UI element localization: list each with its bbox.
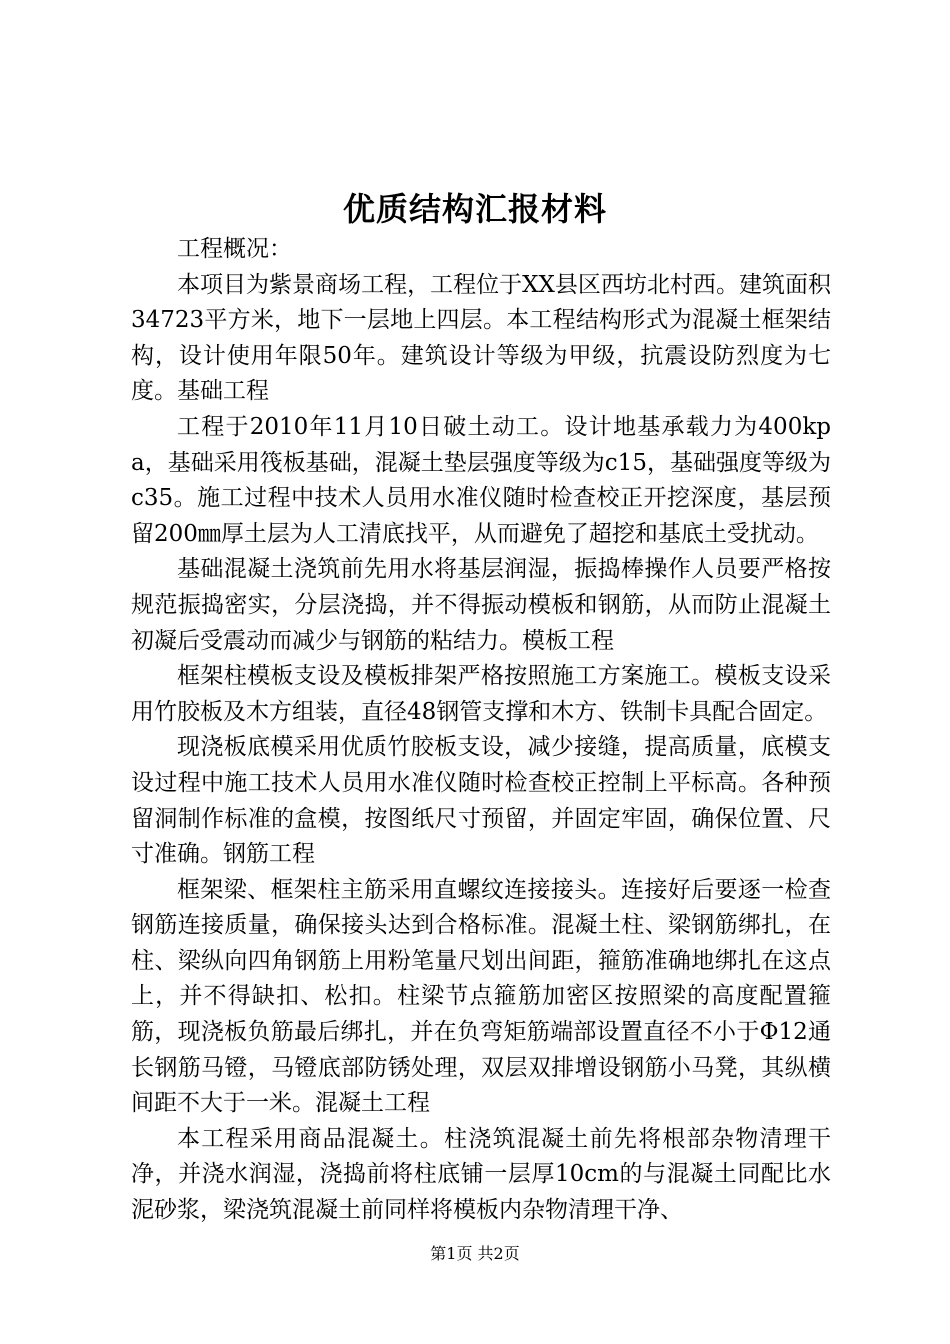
document-body [131, 232, 831, 1229]
paragraph-foundation-concrete: 基础混凝土浇筑前先用水将基层润湿，振捣棒操作人员要严格按规范振捣密实，分层浇捣，并不得振动模板和钢筋，从而防止混凝土初凝后受震动而减少与钢筋的粘结力。模板工程 [131, 556, 831, 654]
paragraph-concrete-work: 本工程采用商品混凝土。柱浇筑混凝土前先将根部杂物清理干净，并浇水润湿，浇捣前将柱底铺一层厚10cm的与混凝土同配比水泥砂浆，梁浇筑混凝土前同样将模板内杂物清理干净、 [131, 1125, 831, 1224]
paragraph-overview-heading: 工程概况： [177, 236, 292, 262]
paragraph-slab-formwork: 现浇板底模采用优质竹胶板支设，减少接缝，提高质量，底模支设过程中施工技术人员用水准仪随时检查校正控制上平标高。各种预留洞制作标准的盒模，按图纸尺寸预留，并固定牢固，确保位置、尺寸准确。钢筋工程 [131, 734, 831, 868]
page-number-footer: 第1页 共2页 [430, 1244, 520, 1263]
paragraph-column-formwork: 框架柱模板支设及模板排架严格按照施工方案施工。模板支设采用竹胶板及木方组装，直径48钢管支撑和木方、铁制卡具配合固定。 [131, 663, 831, 725]
paragraph-project-overview: 本项目为紫景商场工程，工程位于XX县区西坊北村西。建筑面积34723平方米，地下一层地上四层。本工程结构形式为混凝土框架结构，设计使用年限50年。建筑设计等级为甲级，抗震设防烈度为七度。基础工程 [131, 271, 831, 405]
paragraph-rebar-work: 框架梁、框架柱主筋采用直螺纹连接接头。连接好后要逐一检查钢筋连接质量，确保接头达到合格标准。混凝土柱、梁钢筋绑扎，在柱、梁纵向四角钢筋上用粉笔量尺划出间距，箍筋准确地绑扎在这点上，并不得缺扣、松扣。柱梁节点箍筋加密区按照梁的高度配置箍筋，现浇板负筋最后绑扎，并在负弯矩筋端部设置直径不小于Φ12通长钢筋马镫，马镫底部防锈处理，双层双排增设钢筋小马凳，其纵横间距不大于一米。混凝土工程 [131, 876, 831, 1117]
document-title: 优质结构汇报材料 [342, 190, 607, 228]
paragraph-foundation-start: 工程于2010年11月10日破土动工。设计地基承载力为400kpa，基础采用筏板基础，混凝土垫层强度等级为c15，基础强度等级为c35。施工过程中技术人员用水准仪随时检查校正开挖深度，基层预留200㎜厚土层为人工清底找平，从而避免了超挖和基底土受扰动。 [131, 413, 831, 547]
